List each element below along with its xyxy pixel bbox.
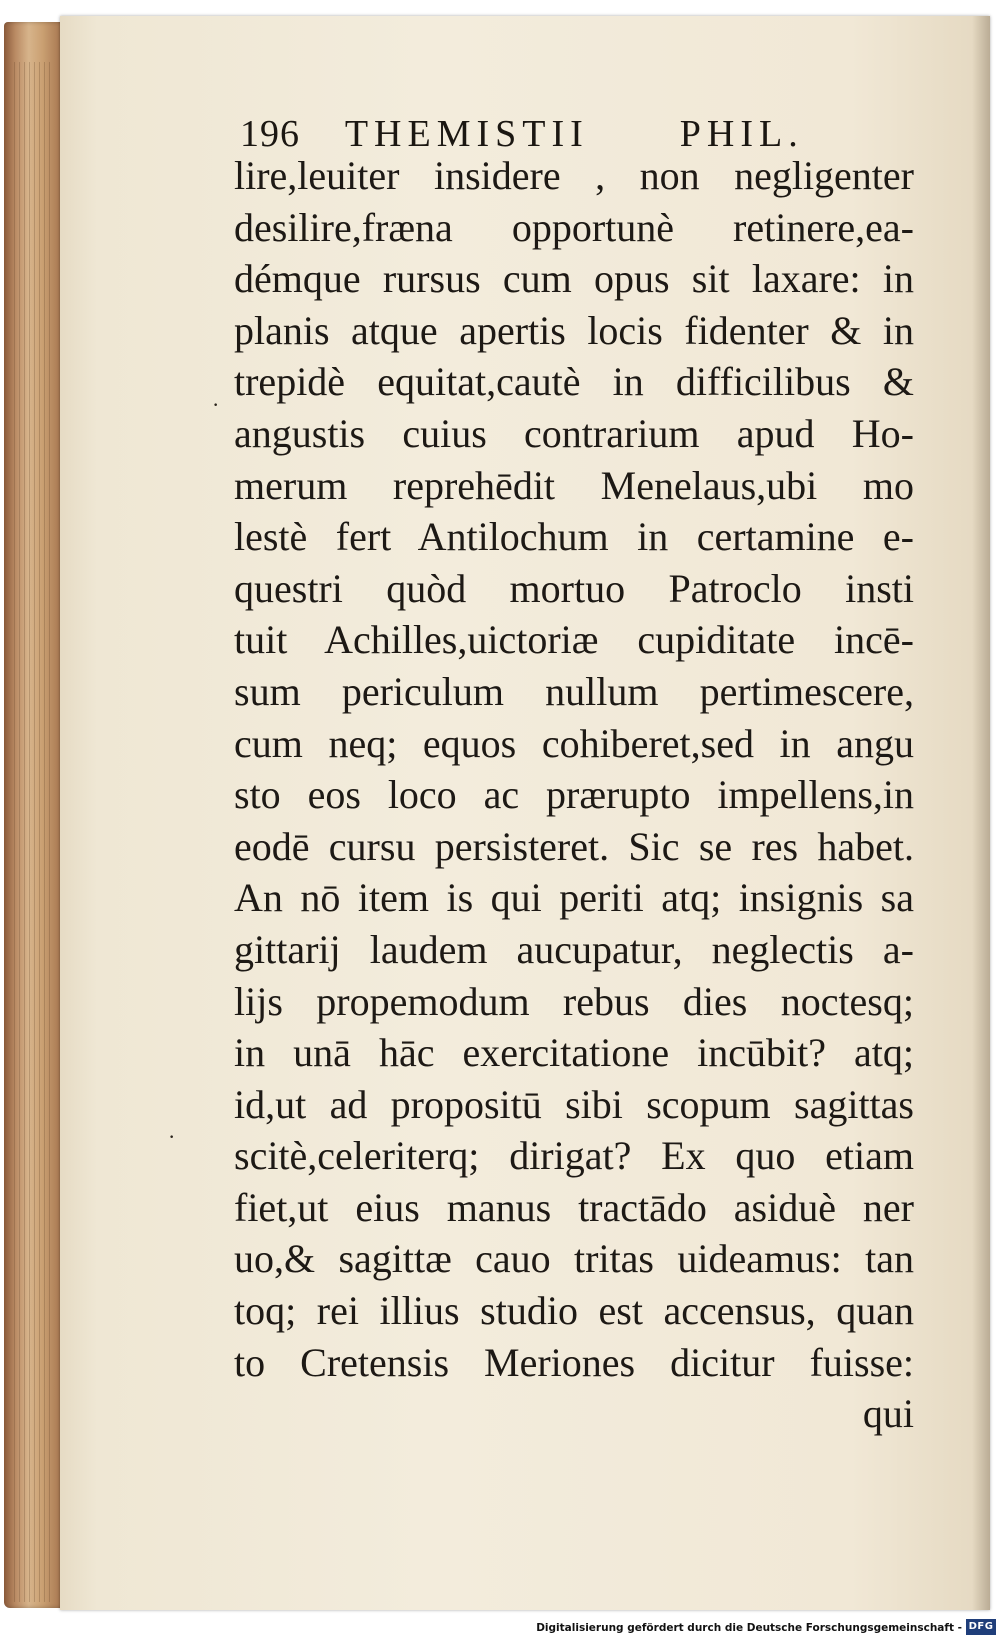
catchword: qui: [862, 1391, 914, 1437]
text-line: uo,& sagittæ cauo tritas uideamus: tan: [234, 1236, 914, 1282]
page-text: [234, 150, 914, 1440]
text-line: tuit Achilles,uictoriæ cupiditate incē-: [234, 617, 914, 663]
text-line: desilire,fræna opportunè retinere,ea-: [234, 204, 914, 250]
text-line: planis atque apertis locis fidenter & in: [234, 307, 914, 353]
running-head-subtitle: PHIL.: [679, 113, 804, 155]
text-line: merum reprehēdit Menelaus,ubi mo: [234, 462, 914, 508]
text-line: scitè,celeriterq; dirigat? Ex quo etiam: [234, 1133, 914, 1179]
text-line: id,ut ad propositū sibi scopum sagittas: [234, 1081, 914, 1127]
text-line: questri quòd mortuo Patroclo insti: [234, 565, 914, 611]
text-line: lire,leuiter insidere , non negligenter: [234, 153, 914, 198]
text-line: cum neq; equos cohiberet,sed in angu: [234, 720, 914, 766]
page-edge-lines: [14, 62, 54, 1602]
page-gutter-shadow: [972, 16, 990, 1610]
dfg-logo: DFG: [966, 1619, 996, 1635]
text-line: lijs propemodum rebus dies noctesq;: [234, 978, 914, 1024]
margin-dot: ·: [212, 392, 220, 417]
text-line: in unā hāc exercitatione incūbit? atq;: [234, 1030, 914, 1076]
margin-dot: ·: [168, 1124, 176, 1149]
text-line: démque rursus cum opus sit laxare: in: [234, 256, 914, 302]
text-line: fiet,ut eius manus tractādo asiduè ner: [234, 1184, 914, 1230]
funding-notice: Digitalisierung gefördert durch die Deutsche Forschungsgemeinschaft -: [536, 1622, 962, 1634]
text-line: trepidè equitat,cautè in difficilibus &: [234, 359, 914, 405]
book-page-edges: [4, 22, 66, 1608]
text-line: sum periculum nullum pertimescere,: [234, 668, 914, 714]
text-line: toq; rei illius studio est accensus, quan: [234, 1288, 914, 1334]
text-line: sto eos loco ac prærupto impellens,in: [234, 772, 914, 818]
text-line: lestè fert Antilochum in certamine e-: [234, 514, 914, 560]
text-line: An nō item is qui periti atq; insignis sa: [234, 875, 914, 921]
text-line: gittarij laudem aucupatur, neglectis a-: [234, 926, 914, 972]
page-number: 196: [240, 113, 300, 155]
text-line: angustis cuius contrarium apud Ho-: [234, 410, 914, 456]
footer: [0, 1614, 1000, 1644]
running-head-title: THEMISTII: [344, 113, 589, 155]
text-line: to Cretensis Meriones dicitur fuisse:: [234, 1339, 914, 1385]
text-line: eodē cursu persisteret. Sic se res habet.: [234, 823, 914, 869]
